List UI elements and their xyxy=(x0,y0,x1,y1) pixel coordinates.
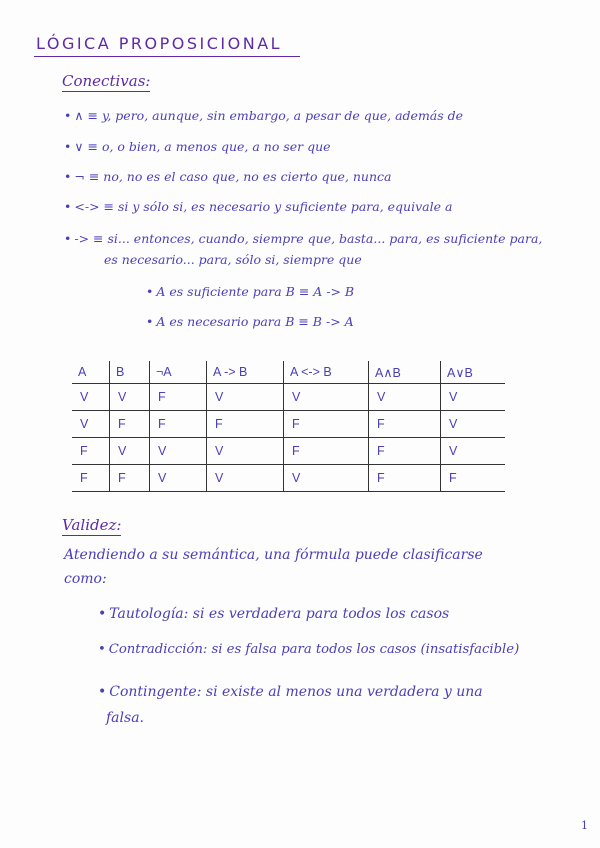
conectiva-conditional: • -> ≡ si... entonces, cuando, siempre que, basta... para, es suficiente para, xyxy=(64,231,543,246)
validez-tautologia: • Tautología: si es verdadera para todos los casos xyxy=(98,606,450,622)
header-cell: A <-> B xyxy=(284,361,369,384)
table-cell: V xyxy=(207,384,284,411)
header-cell: ¬A xyxy=(150,361,207,384)
table-cell: V xyxy=(150,465,207,492)
bullet-icon: • xyxy=(98,684,107,700)
table-row xyxy=(72,411,505,438)
bullet-icon: • xyxy=(64,108,72,123)
conectiva-and: • ∧ ≡ y, pero, aunque, sin embargo, a pesar de que, además de xyxy=(64,108,464,123)
table-row xyxy=(72,465,505,492)
table-cell: F xyxy=(72,438,110,465)
table-cell: F xyxy=(441,465,506,492)
validez-intro-line2: como: xyxy=(64,571,107,587)
truth-table xyxy=(72,361,505,492)
table-cell: F xyxy=(369,465,441,492)
conectiva-or: • ∨ ≡ o, o bien, a menos que, a no ser que xyxy=(64,139,331,154)
table-cell: F xyxy=(284,411,369,438)
conectiva-not: • ¬ ≡ no, no es el caso que, no es cierto que, nunca xyxy=(64,169,392,184)
validez-heading: Validez: xyxy=(62,516,122,534)
table-cell: V xyxy=(369,384,441,411)
table-row xyxy=(72,384,505,411)
header-cell: B xyxy=(110,361,150,384)
table-cell: V xyxy=(110,438,150,465)
table-cell: F xyxy=(284,438,369,465)
table-cell: V xyxy=(72,384,110,411)
table-cell: V xyxy=(150,438,207,465)
table-row xyxy=(72,438,505,465)
table-cell: F xyxy=(150,384,207,411)
table-cell: F xyxy=(110,411,150,438)
bullet-icon: • xyxy=(146,314,154,329)
conectiva-biconditional: • <-> ≡ si y sólo si, es necesario y suficiente para, equivale a xyxy=(64,199,453,214)
page-number: 1 xyxy=(581,819,588,832)
header-cell: A∨B xyxy=(441,361,506,384)
table-cell: F xyxy=(207,411,284,438)
table-cell: V xyxy=(207,465,284,492)
validez-contradiccion: • Contradicción: si es falsa para todos los casos (insatisfacible) xyxy=(98,642,520,657)
table-cell: V xyxy=(207,438,284,465)
bullet-icon: • xyxy=(146,284,154,299)
validez-contingente-cont: falsa. xyxy=(106,710,144,726)
truth-table-header xyxy=(72,361,505,384)
table-cell: V xyxy=(284,465,369,492)
bullet-icon: • xyxy=(64,169,72,184)
header-cell: A∧B xyxy=(369,361,441,384)
table-cell: V xyxy=(441,438,506,465)
sub-item-necesario: • A es necesario para B ≡ B -> A xyxy=(146,314,354,329)
table-cell: F xyxy=(150,411,207,438)
table-cell: V xyxy=(284,384,369,411)
page-title: LÓGICA PROPOSICIONAL xyxy=(36,34,283,53)
bullet-icon: • xyxy=(98,606,107,622)
validez-intro-line1: Atendiendo a su semántica, una fórmula puede clasificarse xyxy=(64,547,483,563)
bullet-icon: • xyxy=(98,642,106,657)
table-cell: V xyxy=(441,384,506,411)
table-cell: V xyxy=(72,411,110,438)
bullet-icon: • xyxy=(64,139,72,154)
conectivas-heading: Conectivas: xyxy=(62,72,151,90)
header-cell: A xyxy=(72,361,110,384)
table-cell: V xyxy=(110,384,150,411)
bullet-icon: • xyxy=(64,199,72,214)
bullet-icon: • xyxy=(64,231,72,246)
table-cell: V xyxy=(441,411,506,438)
sub-item-suficiente: • A es suficiente para B ≡ A -> B xyxy=(146,284,355,299)
table-cell: F xyxy=(110,465,150,492)
table-cell: F xyxy=(72,465,110,492)
validez-contingente: • Contingente: si existe al menos una verdadera y una xyxy=(98,684,483,700)
header-cell: A -> B xyxy=(207,361,284,384)
conectiva-conditional-cont: es necesario... para, sólo si, siempre que xyxy=(104,252,362,267)
table-cell: F xyxy=(369,438,441,465)
table-cell: F xyxy=(369,411,441,438)
title-underline xyxy=(34,56,300,57)
